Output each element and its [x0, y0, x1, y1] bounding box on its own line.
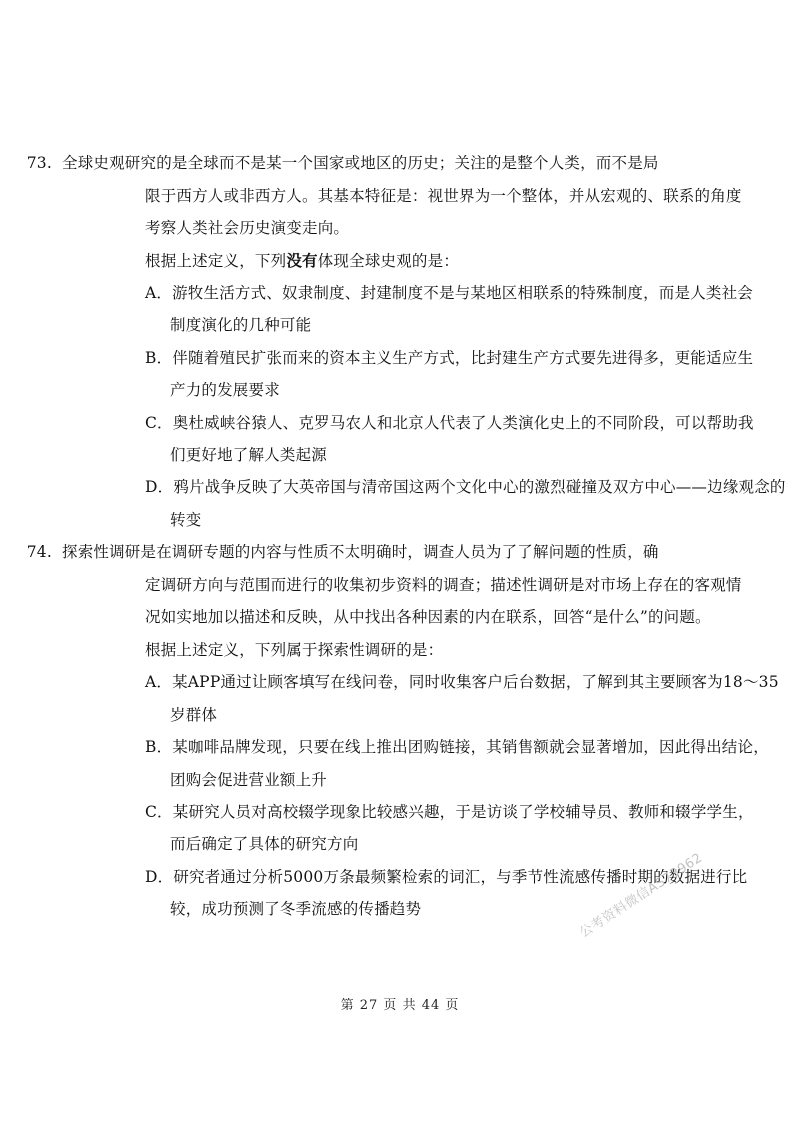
q73-prompt-emphasis: 没有 — [286, 251, 318, 270]
q74-stem-line-1: 74. 探索性调研是在调研专题的内容与性质不太明确时，调查人员为了了解问题的性质，确 — [0, 542, 659, 562]
q73-option-b-line-2: 产力的发展要求 — [170, 381, 280, 399]
q74-option-a-line-1: A．某APP通过让顾客填写在线问卷，同时收集客户后台数据，了解到其主要顾客为18～35 — [145, 673, 779, 691]
q74-option-c-line-1: C．某研究人员对高校辍学现象比较感兴趣，于是访谈了学校辅导员、教师和辍学学生， — [145, 803, 754, 821]
q74-stem-line-3: 况如实地加以描述和反映，从中找出各种因素的内在联系，回答“是什么”的问题。 — [145, 608, 711, 626]
q73-stem-line-2: 限于西方人或非西方人。其基本特征是：视世界为一个整体，并从宏观的、联系的角度 — [145, 187, 742, 205]
q74-option-d-line-1: D．研究者通过分析5000万条最频繁检索的词汇，与季节性流感传播时期的数据进行比 — [145, 868, 748, 886]
q73-option-a-line-2: 制度演化的几种可能 — [170, 316, 312, 334]
q73-option-b-line-1: B．伴随着殖民扩张而来的资本主义生产方式，比封建生产方式要先进得多，更能适应生 — [145, 349, 754, 367]
q73-option-d-line-2: 转变 — [170, 511, 202, 529]
q74-option-c-line-2: 而后确定了具体的研究方向 — [170, 835, 359, 853]
q74-stem-line-2: 定调研方向与范围而进行的收集初步资料的调查；描述性调研是对市场上存在的客观情 — [145, 576, 742, 594]
q73-prompt: 根据上述定义，下列没有体现全球史观的是： — [145, 251, 460, 270]
q74-prompt: 根据上述定义，下列属于探索性调研的是： — [145, 641, 444, 659]
q74-option-b-line-1: B．某咖啡品牌发现，只要在线上推出团购链接，其销售额就会显著增加，因此得出结论， — [145, 738, 769, 756]
q73-option-c-line-1: C．奥杜威峡谷猿人、克罗马农人和北京人代表了人类演化史上的不同阶段，可以帮助我 — [145, 414, 754, 432]
q74-option-a-line-2: 岁群体 — [170, 706, 218, 724]
q73-stem-line-3: 考察人类社会历史演变走向。 — [145, 219, 350, 237]
page-footer: 第 27 页 共 44 页 — [340, 998, 460, 1013]
q74-option-b-line-2: 团购会促进营业额上升 — [170, 771, 328, 789]
watermark: 公考资料微信AS73962 — [577, 850, 706, 941]
q74-option-d-line-2: 较，成功预测了冬季流感的传播趋势 — [170, 900, 422, 918]
q73-option-c-line-2: 们更好地了解人类起源 — [170, 446, 328, 464]
q73-option-d-line-1: D．鸦片战争反映了大英帝国与清帝国这两个文化中心的激烈碰撞及双方中心——边缘观念的 — [145, 478, 786, 496]
q73-number: 73. — [26, 154, 52, 172]
q74-number: 74. — [26, 543, 52, 561]
q73-stem-line-1: 73. 全球史观研究的是全球而不是某一个国家或地区的历史；关注的是整个人类，而不是局 — [0, 153, 659, 173]
q73-option-a-line-1: A．游牧生活方式、奴隶制度、封建制度不是与某地区相联系的特殊制度，而是人类社会 — [145, 284, 753, 302]
